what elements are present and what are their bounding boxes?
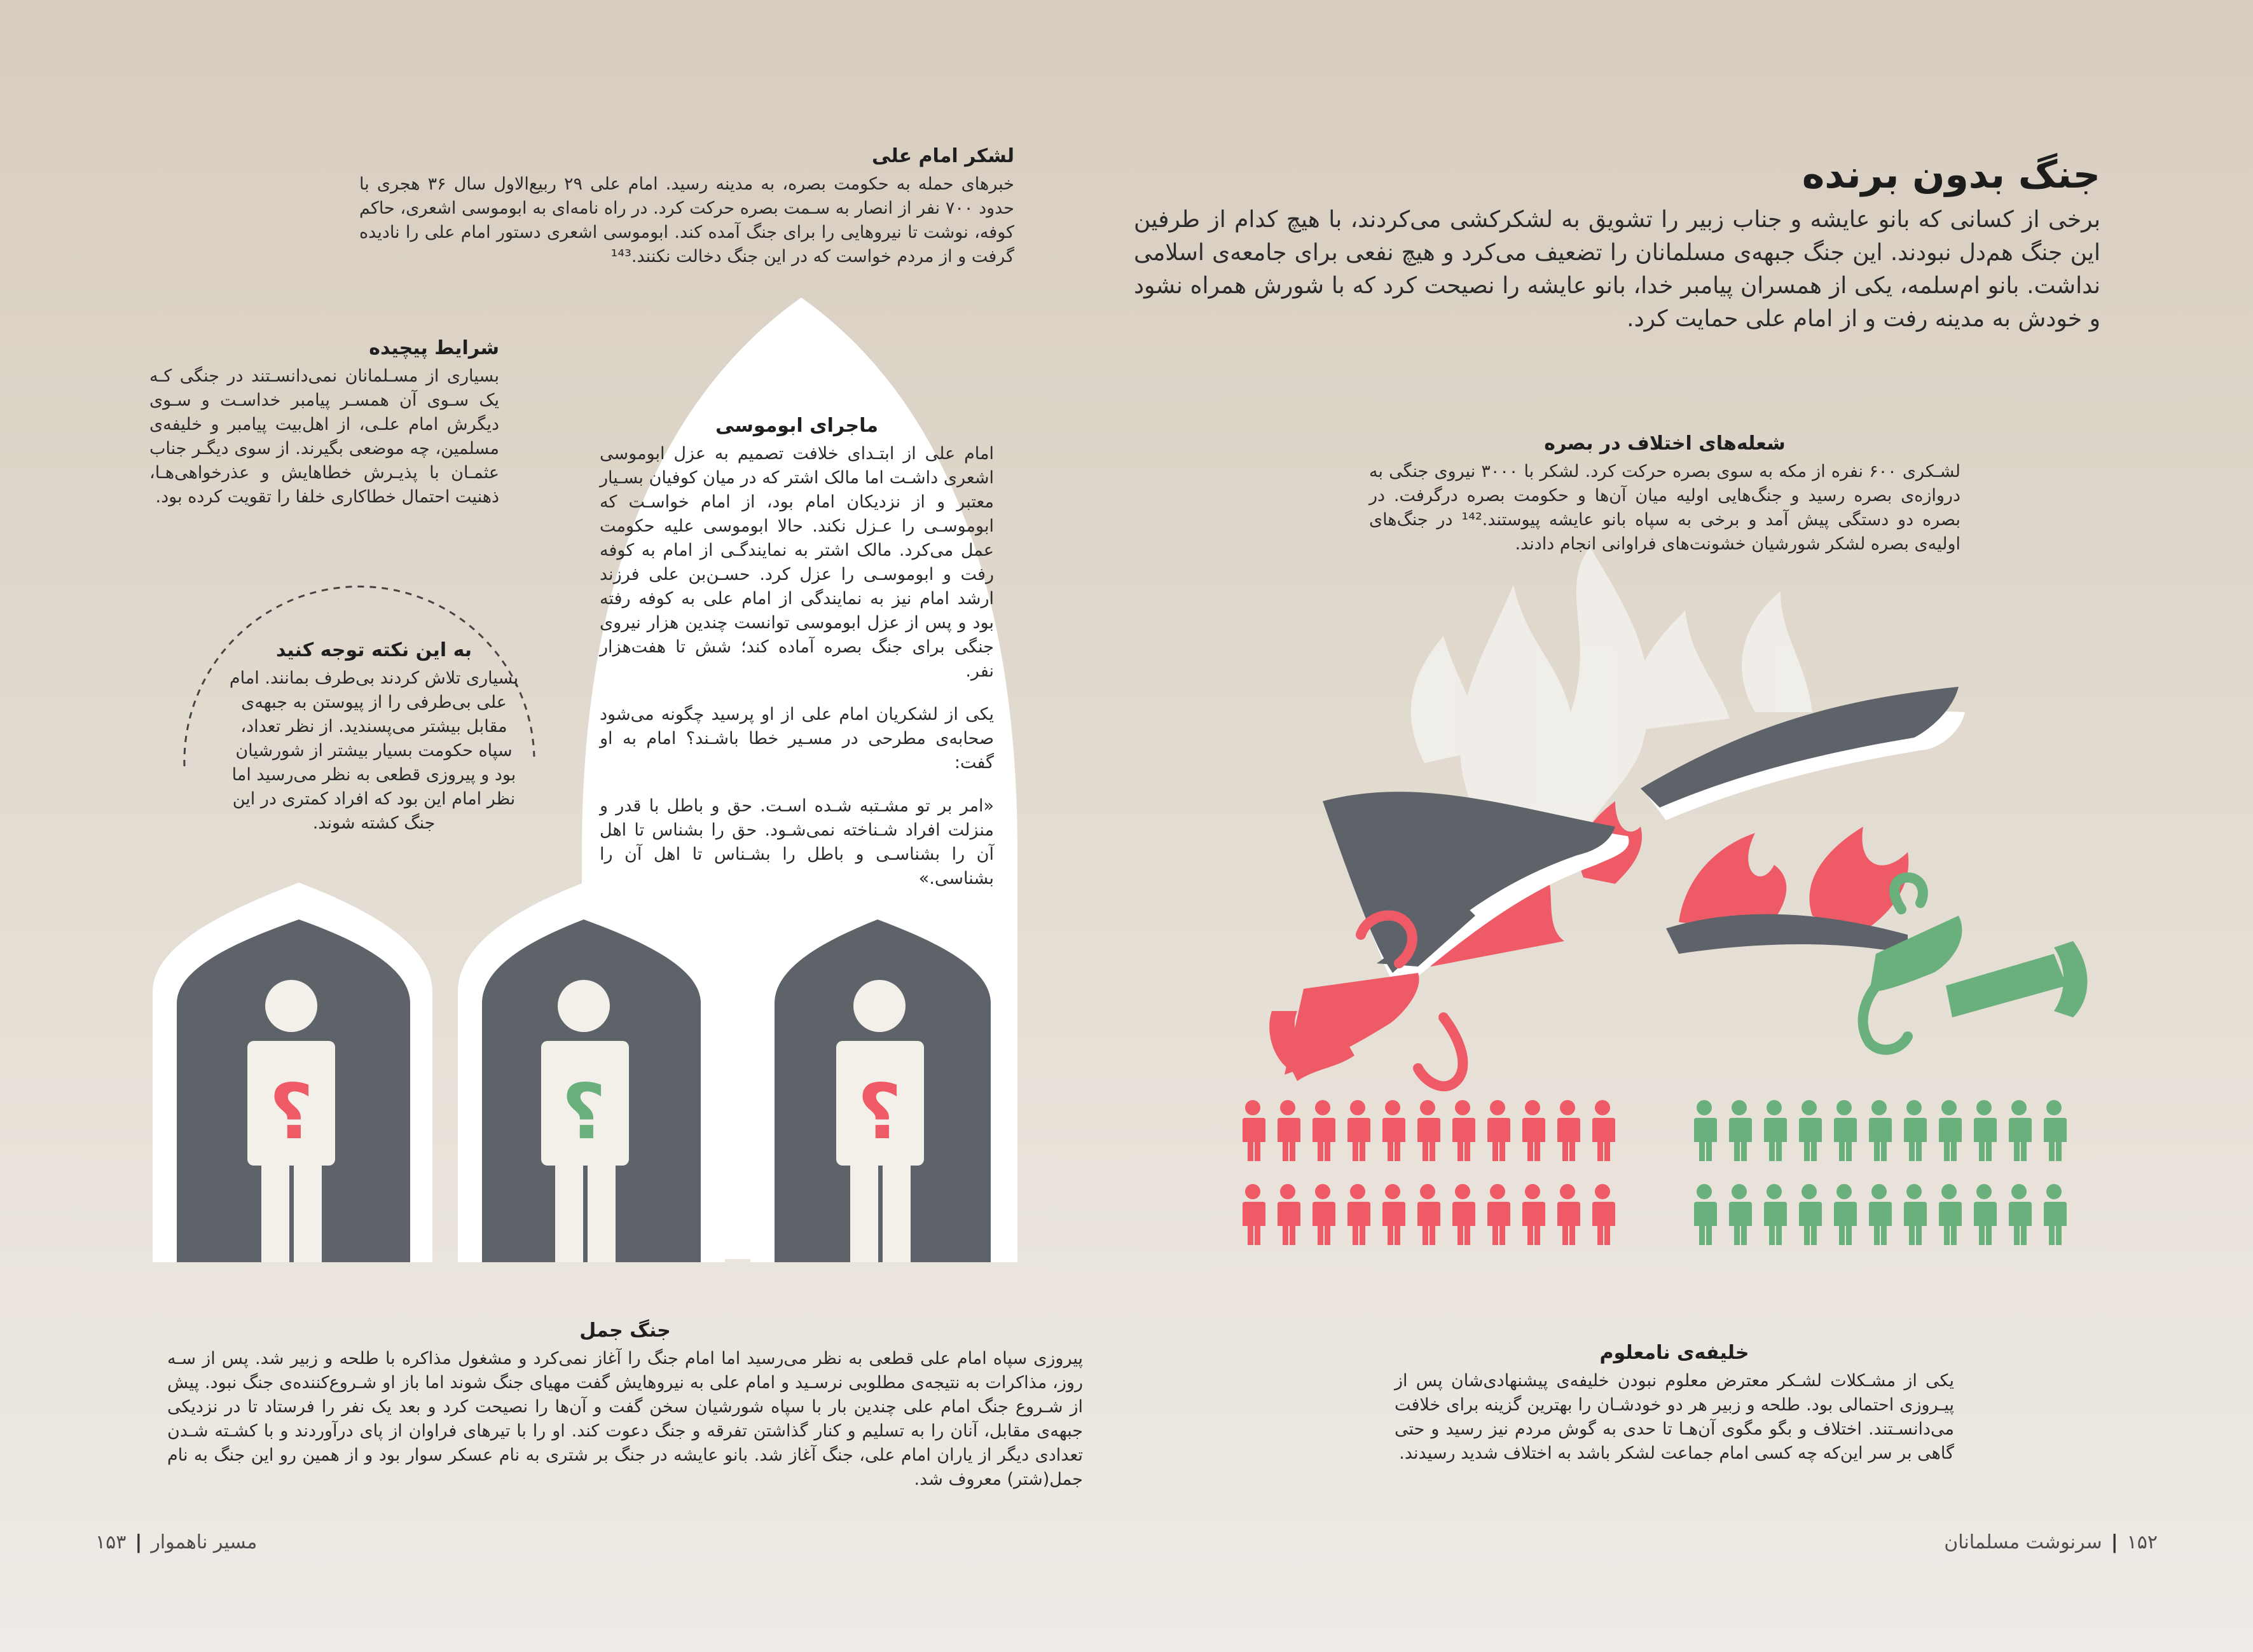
abumusa-section <box>600 415 994 891</box>
footer-divider: | <box>135 1531 142 1553</box>
jamal-section <box>167 1319 1083 1492</box>
arch-left <box>153 883 432 1262</box>
caliph-heading: خلیفه‌ی نامعلوم <box>1599 1342 1749 1364</box>
page-number-right: ۱۵۲ <box>2126 1531 2158 1553</box>
note-text: بسیاری تلاش کردند بی‌طرف بمانند. امام علی بی‌طرفی را از پیوستن به جبهه‌ی مقابل بیشتر می‌پسندید. از نظر تعداد، سپاه حکومت بسیار بیشتر از شورشیان بود و پیروزی قطعی به نظر می‌رسید اما نظر امام این بود که افراد کمتری در این جنگ کشته شوند. <box>229 668 519 833</box>
figure-question-mark: ؟ <box>857 1068 902 1157</box>
page-title: جنگ بدون برنده <box>1802 153 2100 197</box>
footer-divider: | <box>2111 1531 2118 1553</box>
army-text: خبرهای حمله به حکومت بصره، به مدینه رسید. امام علی ۲۹ ربیع‌الاول سال ۳۶ هجری با حدود ۷۰۰ نفر از انصار به سـمت بصره حرکت کرد. در راه نامه‌ای به ابوموسی اشعری، حاکم کوفه، نوشت تا نیروهایی را برای جنگ آمده کند. ابوموسی اشعری دستور امام علی را نادیده گرفت و از مردم خواست که در این جنگ دخالت نکنند.¹⁴³ <box>359 174 1014 266</box>
caliph-text: یکی از مشـکلات لشـکر معترض معلوم نبودن خلیفه‌ی پیشنهادی‌شان پس از پیـروزی احتمالی بود. طلحه و زبیر هر دو خودشـان را بهترین گزینه برای خلافت می‌دانسـتند. اختلاف و بگو مگوی آن‌هـا تا حدی به گوش مردم نیز رسید و حتی گاهی بر سر این‌که چه کسی امام جماعت لشکر باشد به اختلاف شدید رسیدند. <box>1395 1371 1954 1463</box>
green-people-grid <box>1694 1100 2067 1245</box>
army-section <box>359 145 1014 269</box>
note-section <box>224 639 523 836</box>
jamal-heading: جنگ جمل <box>579 1319 671 1342</box>
figure-question-mark: ؟ <box>562 1068 606 1157</box>
figure-question-mark: ؟ <box>269 1068 313 1157</box>
basra-heading: شعله‌های اختلاف در بصره <box>1544 432 1786 455</box>
abumusa-text: امام علی از ابتـدای خلافت تصمیم به عزل ابوموسی اشعری داشـت اما مالک اشتر که در میان کوفیان بسـیار معتبر و از نزدیکان امام بود، از امام خواسـت که ابوموسـی را عـزل نکند. حالا ابوموسی علیه حکومت عمل می‌کرد. مالک اشتر به نمایندگـی از امام به کوفه رفت و ابوموسـی را عزل کرد. حسـن‌بن علی فرزند ارشد امام نیز به نمایندگی از امام علی به کوفه رفته بود و پس از عزل ابوموسی توانست چندین هزار نیروی جنگی برای جنگ بصره آماده کند؛ شش تا هفت‌هزار نفر. <box>600 444 994 681</box>
jamal-text: پیروزی سپاه امام علی قطعی به نظر می‌رسید اما امام جنگ را آغاز نمی‌کرد و مشغول مذاکره با طلحه و زبیر شد. پس از سـه روز، مذاکرات به نتیجه‌ی مطلوبی نرسـید و امام علی به نیروهایش گفت مهیای جنگ شوند اما باز او شـروع‌کننده‌ی جنگ نبود. پیش از شـروع جنگ امام علی چندین بار با سپاه شورشیان سخن گفت و آن‌ها را نصیحت کرد و بعد یک نفر را فرستاد تا در نزدیکی جبهه‌ی مقابل، آنان را به تسلیم و کنار گذاشتن تفرقه و جنگ دعوت کند. او را با تیرهای فراوان از پای درآوردند و با کشـته شـدن تعدادی دیگر از یاران امام علی، جنگ آغاز شد. بانو عایشه در جنگ بر شتری به نام عسکر سوار بود و از همین رو این جنگ به نام جمل(شتر) معروف شد. <box>167 1349 1083 1489</box>
footer-title-right: سرنوشت مسلمانان <box>1944 1531 2102 1553</box>
footer-left <box>95 1531 257 1553</box>
intro-paragraph: برخی از کسانی که بانو عایشه و جناب زبیر را تشویق به لشکرکشی می‌کردند، با هیچ کدام از طرفین این جنگ هم‌دل نبودند. این جنگ جبهه‌ی مسلمانان را تضعیف می‌کرد و هیچ نفعی برای جامعه‌ی اسلامی نداشت. بانو ام‌سلمه، یکی از همسران پیامبر خدا، بانو عایشه را نصیحت کرد که با شورش همراه نشود و خودش به مدینه رفت و از امام علی حمایت کرد. <box>1134 207 2100 332</box>
footer-right <box>1944 1531 2158 1553</box>
basra-text: لشـکری ۶۰۰ نفره از مکه به سوی بصره حرکت کرد. لشکر با ۳۰۰۰ نیروی جنگی به دروازه‌ی بصره رسید و جنگ‌هایی اولیه میان آن‌ها و حکومت بصره درگرفت. در بصره دو دستگی پیش آمد و برخی به سپاه بانو عایشه پیوستند.¹⁴² در جنگ‌های اولیه‌ی بصره لشکر شورشیان خشونت‌های فراوانی انجام دادند. <box>1369 462 1960 554</box>
complex-section <box>149 337 499 509</box>
arch-middle <box>458 883 725 1262</box>
footer-title-left: مسیر ناهموار <box>151 1531 258 1553</box>
page-number-left: ۱۵۳ <box>95 1531 127 1553</box>
note-heading: به این نکته توجه کنید <box>275 639 472 661</box>
red-people-grid <box>1243 1100 1615 1245</box>
complex-text: بسیاری از مسـلمانان نمی‌دانسـتند در جنگی کـه یک سـوی آن همسـر پیامبر خداسـت و سـوی دیگرش امام علـی، از اهل‌بیت پیامبر و خلیفه‌ی مسلمین، چه موضعی بگیرند. از سوی دیگـر جناب عثمـان با پذیـرش خطاهایش و عذرخواهی‌هـا، ذهنیت احتمال خطاکاری خلفا را تقویت کرده بود. <box>149 366 499 507</box>
caliph-section <box>1395 1342 1954 1466</box>
abumusa-text-2: یکی از لشکریان امام علی از او پرسید چگونه می‌شود صحابه‌ی مطرحی در مسـیر خطا باشـند؟ امام به او گفت: <box>600 705 994 773</box>
sword-red <box>1269 792 1629 1086</box>
abumusa-heading: ماجرای ابوموسی <box>715 415 878 437</box>
abumusa-quote: «امر بر تو مشـتبه شـده اسـت. حق و باطل با قدر و منزلت افراد شـناخته نمی‌شـود. حق را بشناس تا اهل آن را بشناسـی و باطل را بشـناس تا اهل آن را بشناسی.» <box>600 796 994 888</box>
complex-heading: شرایط پیچیده <box>369 337 499 359</box>
main-title-block <box>1134 153 2100 336</box>
basra-section <box>1369 432 1960 556</box>
arch-right <box>750 883 1017 1262</box>
army-heading: لشکر امام علی <box>872 145 1014 167</box>
